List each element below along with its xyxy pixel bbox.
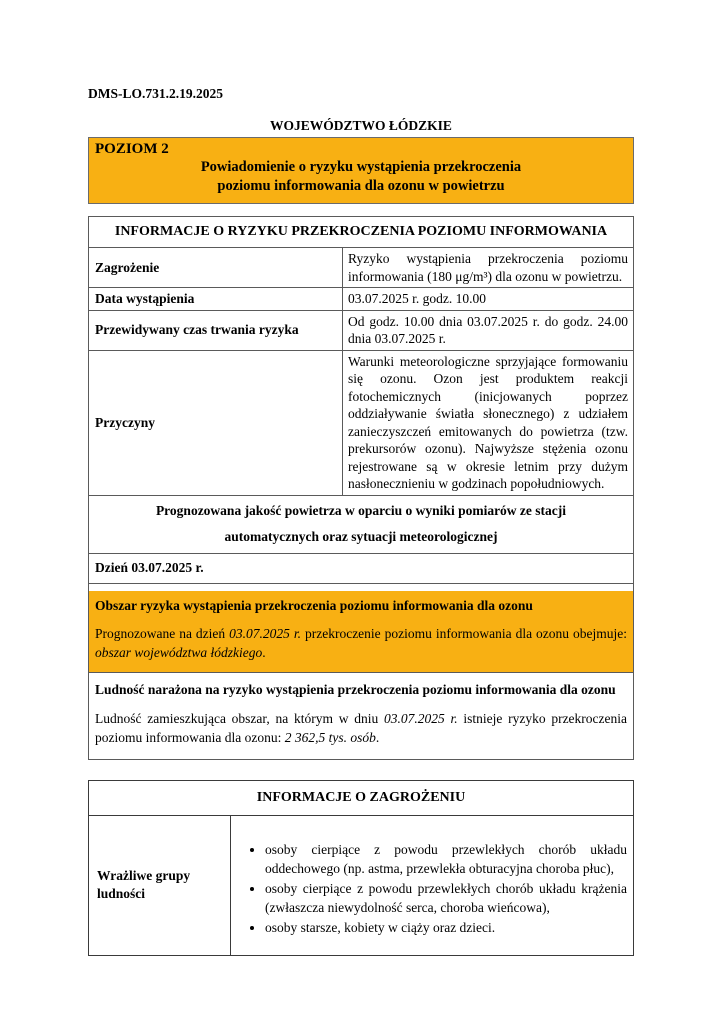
row-label: Zagrożenie — [89, 248, 343, 287]
table-row-causes — [89, 350, 633, 495]
notification-title-line1: Powiadomienie o ryzyku wystąpienia przekroczenia — [200, 159, 522, 175]
sensitive-groups-content — [231, 816, 633, 956]
risk-area-text-part1: Prognozowane na dzień — [95, 625, 230, 641]
row-value: 03.07.2025 r. godz. 10.00 — [348, 291, 486, 306]
exposed-population-title: Ludność narażona na ryzyko wystąpienia przekroczenia poziomu informowania dla ozonu — [95, 681, 616, 697]
table-row-occurrence-date — [89, 287, 633, 310]
risk-area-highlight-section — [89, 591, 633, 672]
notification-title-line2: poziomu informowania dla ozonu w powietrzu — [217, 178, 505, 194]
forecast-heading — [89, 495, 633, 553]
population-date: 03.07.2025 r. — [383, 710, 458, 726]
threat-table-header: INFORMACJE O ZAGROŻENIU — [89, 781, 633, 816]
row-value: Ryzyko wystąpienia przekroczenia poziomu informowania (180 μg/m³) dla ozonu w powietrzu. — [348, 251, 628, 284]
voivodeship-title: WOJEWÓDZTWO ŁÓDZKIE — [270, 118, 452, 133]
risk-area-text-part3: . — [262, 644, 266, 660]
sensitive-groups-label: Wrażliwe grupy ludności — [89, 816, 231, 956]
population-count: 2 362,5 tys. osób — [284, 729, 376, 745]
list-item: • osoby cierpiące z powodu przewlekłych chorób układu oddechowego (np. astma, przewlekła obturacyjna choroba płuc), — [265, 840, 627, 879]
risk-table-header: INFORMACJE O RYZYKU PRZEKROCZENIA POZIOMU INFORMOWANIA — [114, 224, 608, 239]
risk-area-text-part2: przekroczenie poziomu informowania dla ozonu obejmuje: — [301, 625, 627, 641]
table-row-sensitive-groups — [89, 816, 633, 956]
list-item: • osoby cierpiące z powodu przewlekłych chorób układu krążenia (zwłaszcza niewydolność serca, choroba wieńcowa), — [265, 879, 627, 918]
sensitive-groups-list — [231, 840, 627, 938]
row-label: Przewidywany czas trwania ryzyka — [89, 311, 343, 350]
forecast-heading-line2: automatycznych oraz sytuacji meteorologicznej — [224, 528, 498, 544]
forecast-day-label: Dzień 03.07.2025 r. — [89, 553, 633, 584]
threat-information-table — [88, 780, 634, 957]
risk-area-date: 03.07.2025 r. — [229, 625, 301, 641]
risk-area-name: obszar województwa łódzkiego — [95, 644, 263, 660]
row-label: Data wystąpienia — [89, 288, 343, 310]
document-reference-number: DMS-LO.731.2.19.2025 — [88, 86, 223, 101]
risk-area-title: Obszar ryzyka wystąpienia przekroczenia poziomu informowania dla ozonu — [95, 597, 533, 613]
forecast-heading-line1: Prognozowana jakość powietrza w oparciu o wyniki pomiarów ze stacji — [155, 502, 567, 518]
exposed-population-section — [89, 672, 633, 759]
document-content — [88, 86, 634, 956]
row-value: Warunki meteorologiczne sprzyjające formowaniu się ozonu. Ozon jest produktem reakcji fotochemicznych (inicjowanych poprzez oddziaływanie światła słonecznego) z udziałem zanieczyszczeń emitowanych do powietrza (tzw. prekursorów ozonu). Najwyższe stężenia ozonu rejestrowane są w okresie letnim przy dużym nasłonecznieniu w godzinach popołudniowych. — [348, 353, 628, 491]
population-text-part3: . — [375, 729, 380, 745]
population-text-part1: Ludność zamieszkująca obszar, na którym w dniu — [95, 710, 384, 726]
population-text-part2: istnieje ryzyko przekroczenia poziomu informowania dla ozonu: — [95, 710, 628, 745]
table-row-threat — [89, 247, 633, 287]
table-row-duration — [89, 310, 633, 350]
row-value: Od godz. 10.00 dnia 03.07.2025 r. do godz. 24.00 dnia 03.07.2025 r. — [348, 313, 628, 346]
risk-information-table — [88, 216, 634, 760]
alert-level-banner — [88, 137, 634, 204]
list-item: • osoby starsze, kobiety w ciąży oraz dzieci. — [265, 918, 627, 938]
row-label: Przyczyny — [89, 351, 343, 495]
exposed-population-text — [95, 709, 627, 747]
alert-level-label: POZIOM 2 — [95, 141, 169, 157]
risk-area-text — [95, 624, 627, 662]
